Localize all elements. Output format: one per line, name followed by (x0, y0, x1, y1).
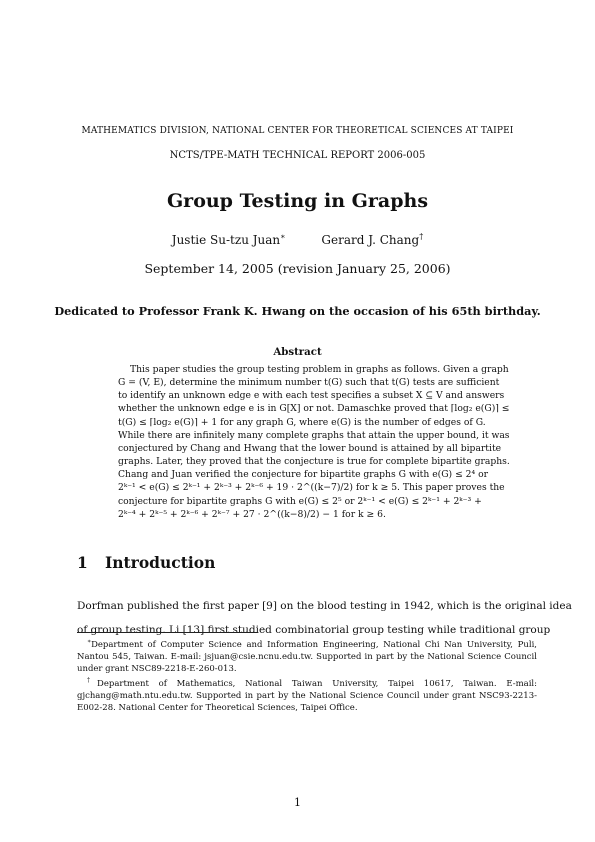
paper-title: Group Testing in Graphs (166, 190, 429, 212)
footnote-2-line: gjchang@math.ntu.edu.tw. Supported in part by the National Science Council under grant NSC93-2213- (77, 691, 537, 702)
abstract-line: conjecture for bipartite graphs G with e(G) ≤ 2⁵ or 2ᵏ⁻¹ < e(G) ≤ 2ᵏ⁻¹ + 2ᵏ⁻³ + (118, 495, 482, 507)
body-line: of group testing. Li [13] first studied combinatorial group testing while traditional group (77, 624, 551, 636)
author-1 (172, 232, 286, 247)
footnote-1-text: Department of Computer Science and Information Engineering, National Chi Nan University, Puli, (91, 639, 537, 650)
author-2-mark: † (419, 232, 424, 241)
abstract-heading: Abstract (273, 346, 322, 358)
abstract-line: This paper studies the group testing problem in graphs as follows. Given a graph (130, 364, 509, 375)
section-body (77, 594, 572, 642)
section-heading (77, 553, 215, 572)
abstract-line: conjectured by Chang and Hwang that the lower bound is attained by all bipartite (118, 442, 502, 454)
abstract-line: Chang and Juan verified the conjecture for bipartite graphs G with e(G) ≤ 2⁴ or (118, 469, 489, 481)
division-header (0, 122, 595, 136)
abstract-line: 2ᵏ⁻⁴ + 2ᵏ⁻⁵ + 2ᵏ⁻⁶ + 2ᵏ⁻⁷ + 27 · 2^((k−8)/2) − 1 for k ≥ 6. (118, 508, 386, 520)
page-number: 1 (294, 796, 301, 809)
abstract-line: While there are infinitely many complete graphs that attain the upper bound, it was (118, 429, 510, 441)
footnote-1-line: Nantou 545, Taiwan. E-mail: jsjuan@csie.ncnu.edu.tw. Supported in part by the National Science Council (77, 651, 537, 662)
footnote-1-mark: ∗ (87, 638, 92, 645)
abstract-line: t(G) ≤ ⌈log₂ e(G)⌉ + 1 for any graph G, where e(G) is the number of edges of G. (118, 416, 486, 428)
abstract-line: 2ᵏ⁻¹ < e(G) ≤ 2ᵏ⁻¹ + 2ᵏ⁻³ + 2ᵏ⁻⁶ + 19 · 2^((k−7)/2) for k ≥ 5. This paper proves the (118, 482, 505, 494)
author-2-name: Gerard J. Chang (321, 233, 420, 247)
abstract-body (118, 363, 510, 521)
author-1-mark: ∗ (280, 232, 286, 241)
footnote-rule (77, 632, 257, 633)
paper-date: September 14, 2005 (revision January 25, 2006) (144, 261, 451, 276)
footnote-2-line (77, 675, 537, 690)
section-number: 1 (77, 553, 88, 572)
abstract-line: whether the unknown edge e is in G[X] or not. Damaschke proved that ⌈log₂ e(G)⌉ ≤ (118, 403, 510, 415)
footnote-1-line (77, 636, 537, 651)
section-title: Introduction (105, 553, 216, 572)
abstract-line: to identify an unknown edge e with each test specifies a subset X ⊆ V and answers (118, 390, 505, 402)
author-list (0, 232, 595, 247)
footnote-2-mark: † (87, 677, 98, 685)
division-text: MATHEMATICS DIVISION, NATIONAL CENTER FOR THEORETICAL SCIENCES AT TAIPEI (81, 126, 514, 136)
footnote-1-line: under grant NSC89-2218-E-260-013. (77, 664, 237, 675)
footnote-2-line: E002-28. National Center for Theoretical Sciences, Taipei Office. (77, 703, 358, 714)
footnote-2-text: Department of Mathematics, National Taiwan University, Taipei 10617, Taiwan. E-mail: (97, 678, 538, 689)
abstract-line: G = (V, E), determine the minimum number t(G) such that t(G) tests are sufficient (118, 377, 500, 389)
abstract-line: graphs. Later, they proved that the conjecture is true for complete bipartite graphs. (118, 456, 510, 468)
author-1-name: Justie Su-tzu Juan (171, 233, 281, 247)
author-2 (321, 232, 423, 247)
report-number (0, 147, 595, 162)
footnotes (77, 636, 537, 714)
report-text: NCTS/TPE-MATH TECHNICAL REPORT 2006-005 (169, 150, 426, 161)
body-line: Dorfman published the first paper [9] on the blood testing in 1942, which is the original idea (77, 600, 572, 612)
dedication: Dedicated to Professor Frank K. Hwang on the occasion of his 65th birthday. (54, 304, 541, 318)
